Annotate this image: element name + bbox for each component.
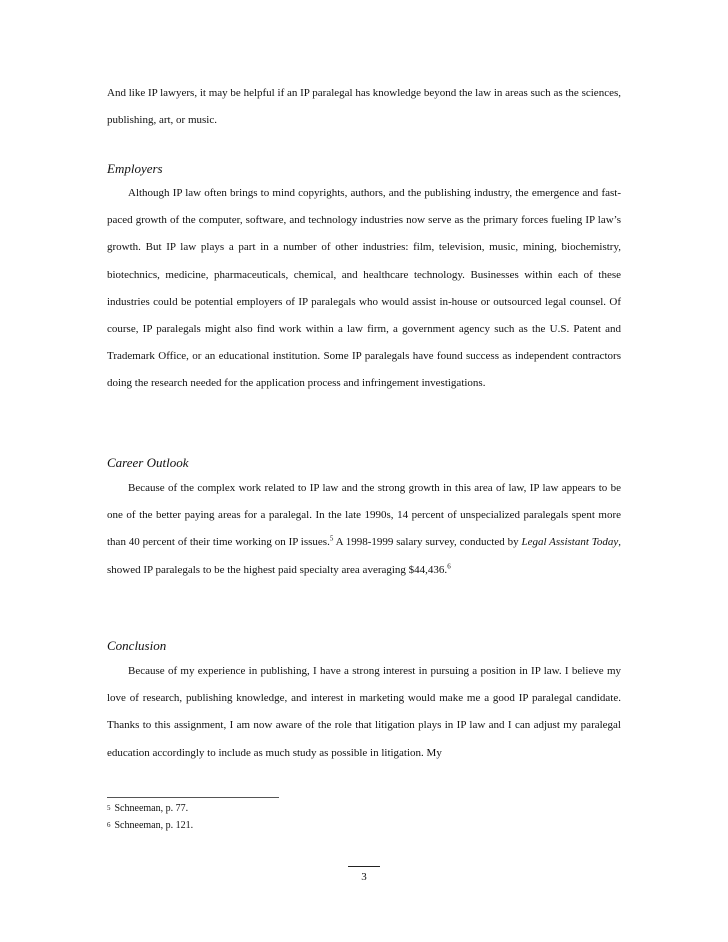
footnote-reference-6: 6 [447,561,451,570]
employers-paragraph: Although IP law often brings to mind copyrights, authors, and the publishing industry, the emergence and fast-paced growth of the computer, software, and technology industries now serve as the primary forces fueling IP law’s growth. But IP law plays a part in a number of other industries: film, television, music, mining, biochemistry, biotechnics, medicine, pharmaceuticals, chemical, and healthcare technology. Businesses within each of these industries could be potential employers of IP paralegals who would assist in-house or outsourced legal counsel. Of course, IP paralegals might also find work within a law firm, a government agency such as the U.S. Patent and Trademark Office, or an educational institution. Some IP paralegals have found success as independent contractors doing the research needed for the application process and infringement investigations. [107,187,621,390]
intro-paragraph: And like IP lawyers, it may be helpful if an IP paralegal has knowledge beyond the law in areas such as the sciences, publishing, art, or music. [107,87,621,127]
footnote-reference-5: 5 [329,534,334,543]
career-outlook-heading: Career Outlook [107,455,189,470]
footnote-5: $^5$ Schneeman, p. 77. [107,803,189,814]
career-outlook-paragraph: Because of the complex work related to IP law and the strong growth in this area of law, IP law appears to be one of the better paying areas for a paralegal. In the late 1990s, 14 percent of unspecialized paralegals spent more than 40 percent of their time working on IP issues.$^5$ A 1998-1999 salary survey, conducted by Legal Assistant Today, showed IP paralegals to be the highest paid specialty area averaging $44,436.$^6$ [107,482,621,576]
footnote-6: $^6$ Schneeman, p. 121. [107,820,194,831]
conclusion-heading: Conclusion [107,638,167,653]
page-number: 3 [361,871,367,883]
employers-heading: Employers [107,161,163,176]
footnote-separator [107,797,279,798]
publication-title: Legal Assistant Today [521,536,619,549]
conclusion-paragraph: Because of my experience in publishing, I have a strong interest in pursuing a position in IP law. I believe my love of research, publishing knowledge, and interest in marketing would make me a good IP paralegal candidate. Thanks to this assignment, I am now aware of the role that litigation plays in IP law and I can adjust my paralegal education accordingly to include as much study as possible in litigation. My [107,665,621,759]
page-number-rule [348,866,380,867]
